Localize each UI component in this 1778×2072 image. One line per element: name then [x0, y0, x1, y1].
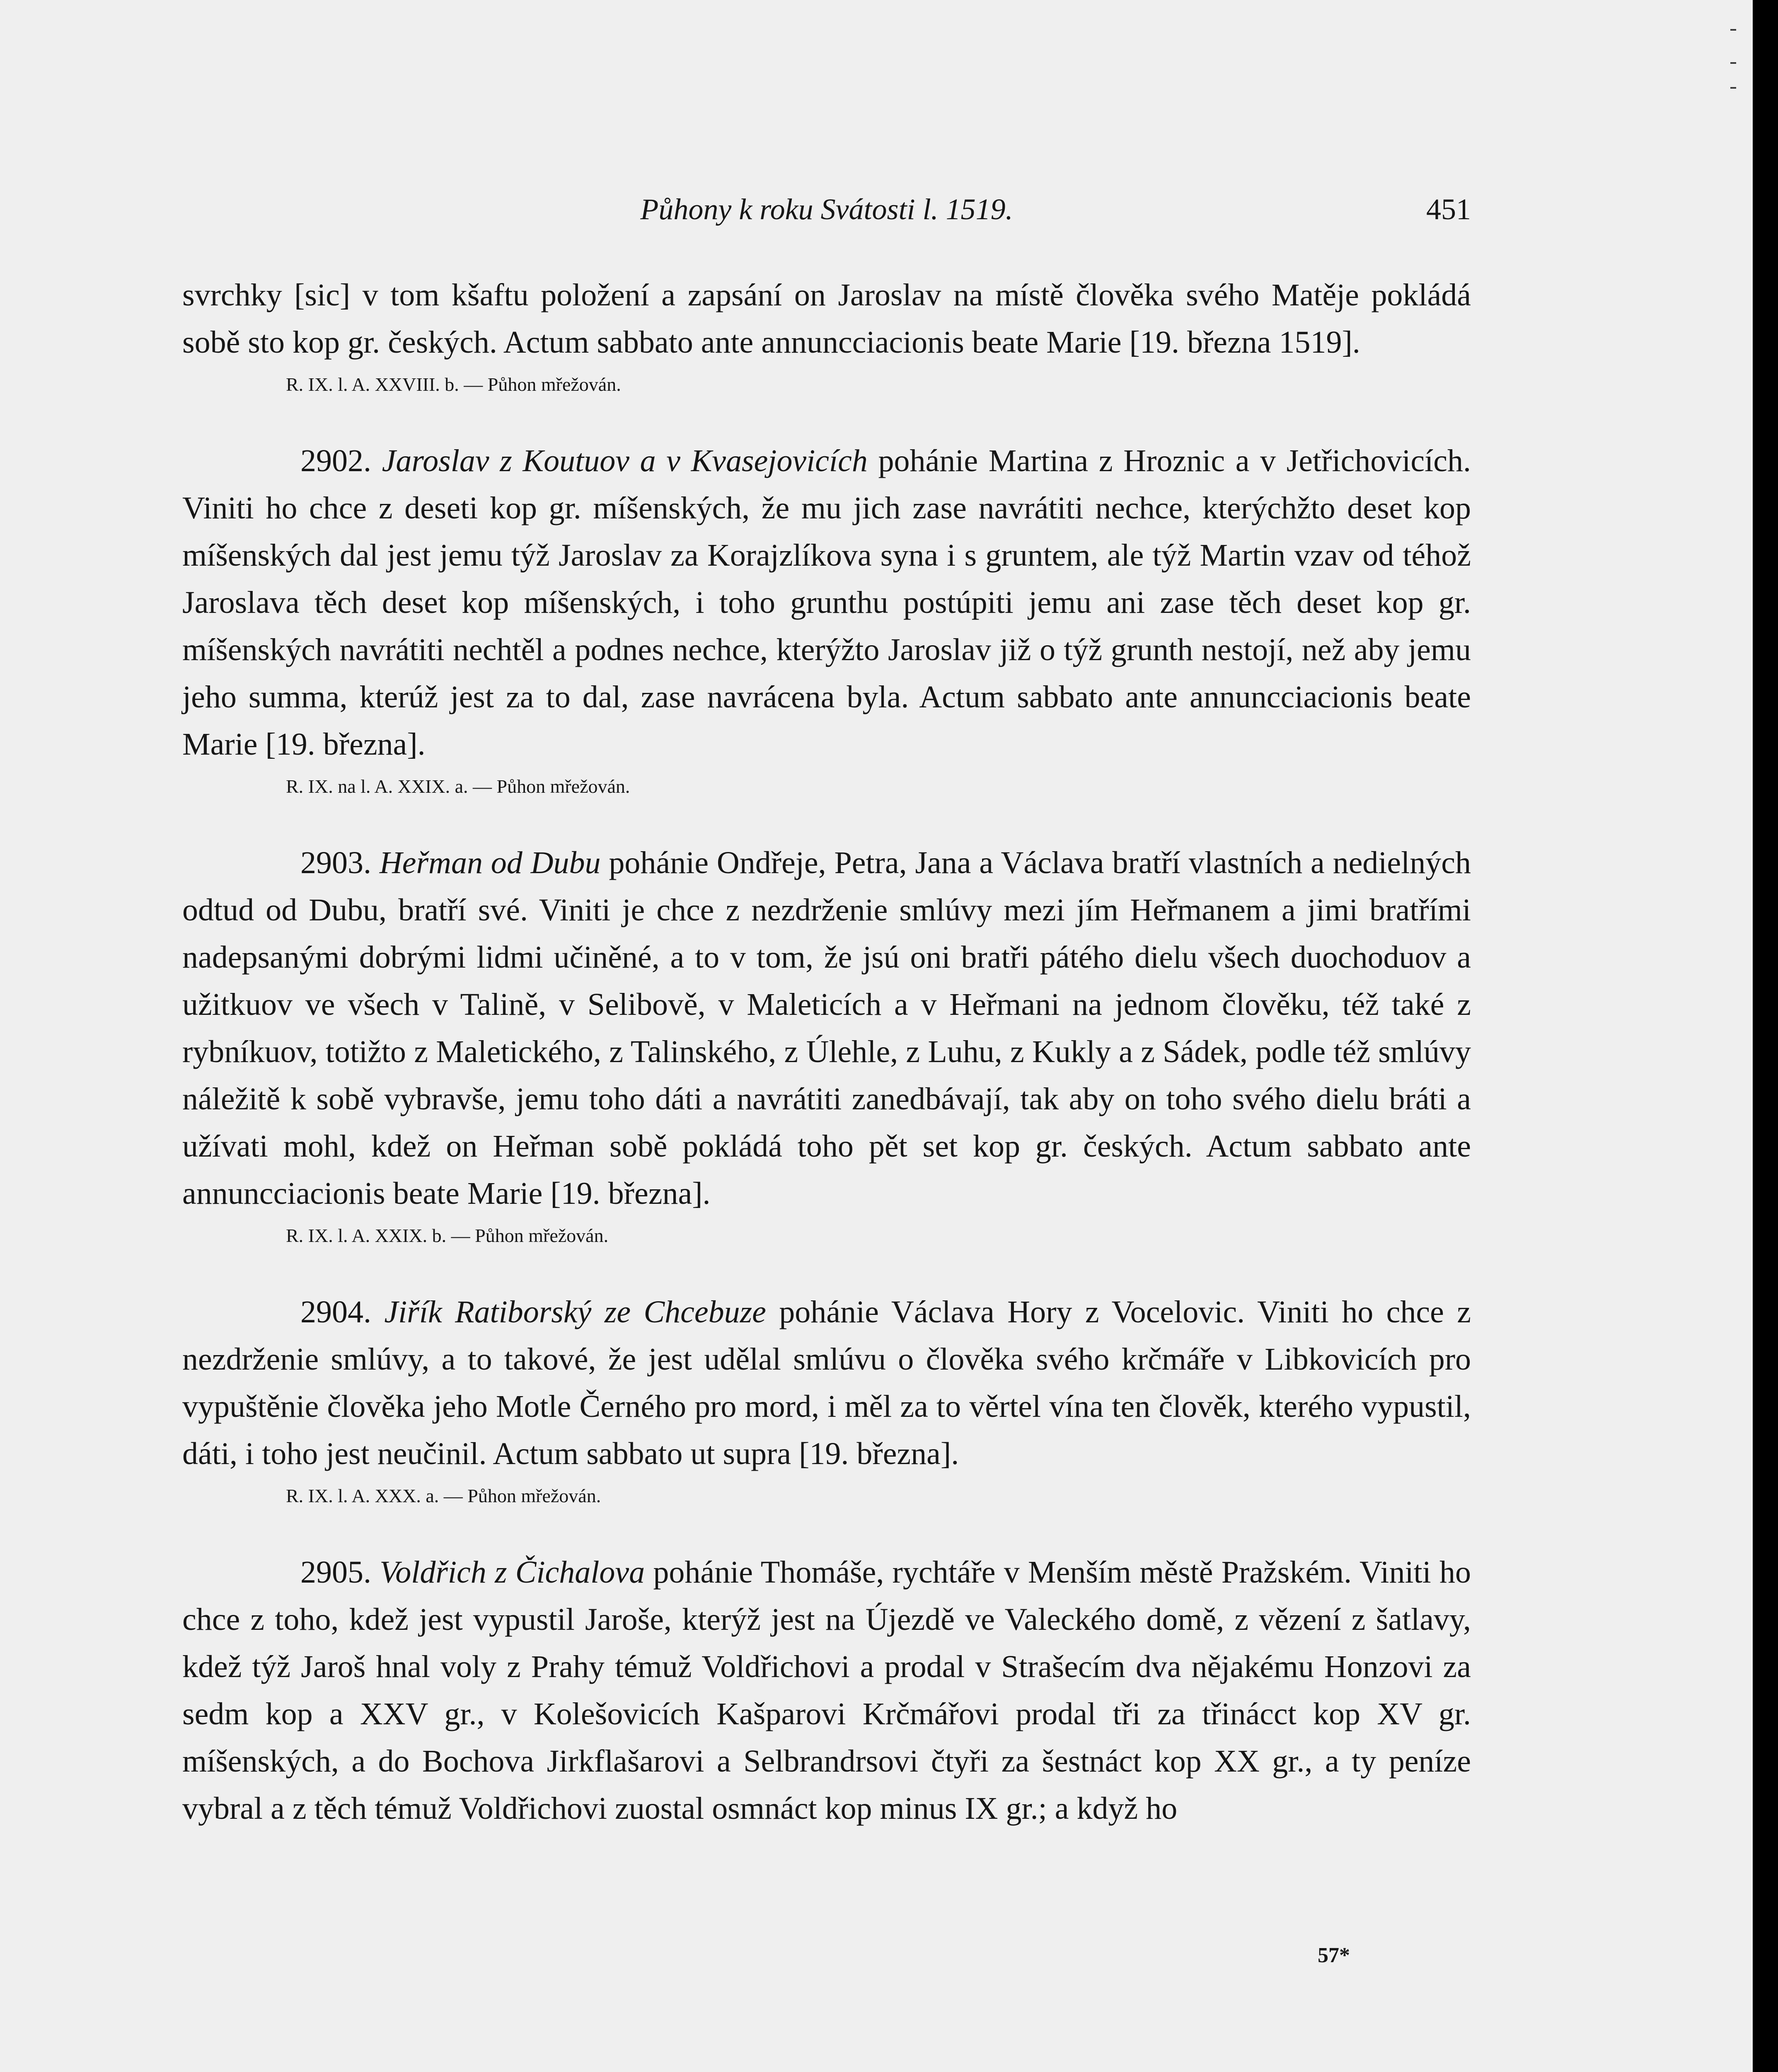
- entry-paragraph: [182, 1288, 1471, 1477]
- entry-gap: [182, 1250, 1471, 1288]
- lead-paragraph: svrchky [sic] v tom kšaftu položení a zapsání on Jaroslav na místě člověka svého Matěje pokládá sobě sto kop gr. českých. Actum sabbato ante annuncciacionis beate Marie [19. března 1519].: [182, 278, 1471, 360]
- entry-text: pohánie Ondřeje, Petra, Jana a Václava bratří vlastních a nedielných odtud od Dubu, bratří své. Viniti je chce z nezdrženie smlúvy mezi jím Heřmanem a jimi bratřími nadepsanými dobrými lidmi učiněné, a to v tom, že jsú oni bratři pátého dielu všech duochoduov a užitkuov ve všech v Talině, v Selibově, v Maleticích a v Heřmani na jednom člověku, též také z rybníkuov, totižto z Maletického, z Talinského, z Úlehle, z Luhu, z Kukly a z Sádek, podle též smlúvy náležitě k sobě vybravše, jemu toho dáti a navrátiti zanedbávají, tak aby on toho svého dielu bráti a užívati mohl, kdež on Heřman sobě pokládá toho pět set kop gr. českých. Actum sabbato ante annuncciacionis beate Marie [19. března].: [182, 845, 1471, 1211]
- entry-number: 2904.: [300, 1295, 371, 1329]
- entry-gap: [182, 399, 1471, 437]
- page-number: 451: [1426, 193, 1471, 226]
- plaintiff-name: Jaroslav z Koutuov a v Kvasejovicích: [382, 443, 868, 478]
- archive-signature: R. IX. l. A. XXIX. b. — Půhon mřežován.: [286, 1225, 609, 1246]
- entry-text: pohánie Martina z Hroznic a v Jetřichovicích. Viniti ho chce z deseti kop gr. míšenských, že mu jich zase navrátiti nechce, kterýchžto deset kop míšenských dal jest jemu týž Jaroslav za Korajzlíkova syna i s gruntem, ale týž Martin vzav od téhož Jaroslava těch deset kop míšenských, i toho grunthu postúpiti jemu ani zase těch deset kop gr. míšenských navrátiti nechtěl a podnes nechce, kterýžto Jaroslav již o týž grunth nestojí, než aby jemu jeho summa, kterúž jest za to dal, zase navrácena byla. Actum sabbato ante annuncciacionis beate Marie [19. března].: [182, 443, 1471, 762]
- running-title: Půhony k roku Svátosti l. 1519.: [640, 193, 1013, 226]
- page-header: [182, 189, 1471, 238]
- plaintiff-name: Voldřich z Čichalova: [380, 1555, 645, 1590]
- plaintiff-name: Heřman od Dubu: [379, 845, 601, 880]
- entry-number: 2905.: [300, 1555, 371, 1590]
- entry-paragraph: [182, 839, 1471, 1217]
- entry-gap: [182, 801, 1471, 839]
- entry-paragraph: [182, 437, 1471, 768]
- archive-signature: R. IX. l. A. XXX. a. — Půhon mřežován.: [286, 1485, 601, 1506]
- archive-signature: R. IX. na l. A. XXIX. a. — Půhon mřežován.: [286, 776, 630, 797]
- entry-text: pohánie Václava Hory z Vocelovic. Viniti ho chce z nezdrženie smlúvy, a to takové, že jest udělal smlúvu o člověka svého krčmáře v Libkovicích pro vypuštěnie člověka jeho Motle Černého pro mord, i měl za to věrtel vína ten člověk, kterého vypustil, dáti, i toho jest neučinil. Actum sabbato ut supra [19. března].: [182, 1295, 1471, 1471]
- entry-gap: [182, 1510, 1471, 1549]
- edge-marks: [1729, 17, 1739, 99]
- entry-paragraph: [182, 1549, 1471, 1832]
- plaintiff-name: Jiřík Ratiborský ze Chcebuze: [384, 1295, 766, 1329]
- page-body: [182, 271, 1471, 1832]
- entry-2902: [182, 437, 1471, 801]
- entry-2905: [182, 1549, 1471, 1832]
- entry-text: pohánie Thomáše, rychtáře v Menším městě Pražském. Viniti ho chce z toho, kdež jest vypustil Jaroše, kterýž jest na Újezdě ve Valeckého domě, z vězení z šatlavy, kdež týž Jaroš hnal voly z Prahy témuž Voldřichovi a prodal v Strašecím dva nějakému Honzovi za sedm kop a XXV gr., v Kolešovicích Kašparovi Krčmářovi prodal tři za třinácct kop XV gr. míšenských, a do Bochova Jirkflašarovi a Selbrandrsovi čtyři za šestnáct kop XX gr., a ty peníze vybral a z těch témuž Voldřichovi zuostal osmnáct kop minus IX gr.; a když ho: [182, 1555, 1471, 1826]
- sheet-signature: 57*: [1318, 1944, 1350, 1967]
- entry-number: 2903.: [300, 845, 371, 880]
- archive-signature: R. IX. l. A. XXVIII. b. — Půhon mřežován.: [286, 374, 621, 395]
- entry-2904: [182, 1288, 1471, 1510]
- entry-2903: [182, 839, 1471, 1250]
- entry-number: 2902.: [300, 443, 371, 478]
